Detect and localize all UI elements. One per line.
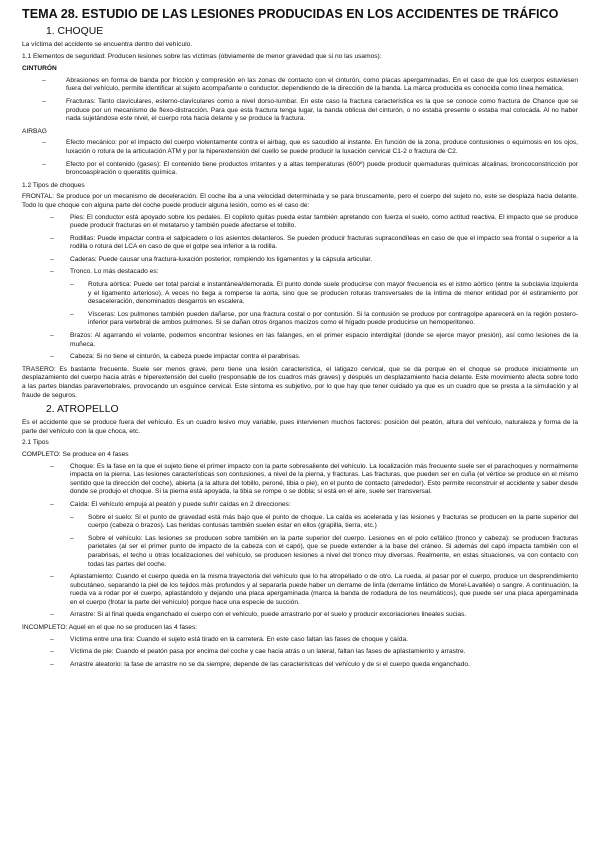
list-item: – Sobre el vehículo: Las lesiones se producen sobre también en la parte superior del cuerpo. Lesiones en el polo cefálico (tronco y cabeza): se producen fracturas parietales (al ser el primer punto de impacto de la cabeza con el capó), que se puede extender a la base del cráneo. Si además del capó impacta también con el parabrisas, el techo u otras localizaciones del vehículo, se producen lesiones a nivel del tronco muy diversas. Realmente, en estas situaciones, va con contacto con todas las partes del coche.: [70, 534, 578, 568]
list-item: – Víctima de pie: Cuando el peatón pasa por encima del coche y cae hacia atrás o un lateral, faltan las fases de aplastamiento y arrastre.: [50, 648, 466, 656]
paragraph-choque-intro: La víctima del accidente se encuentra dentro del vehículo.: [22, 41, 193, 48]
list-completo: [22, 463, 578, 510]
paragraph-frontal: FRONTAL: Se produce por un mecanismo de deceleración. El coche iba a una velocidad determinada y se para bruscamente, pero el cuerpo del sujeto no, este se desplaza hacia delante. Todo lo que choque con alguna parte del coche puede producir alguna lesión, como es el caso de:: [22, 193, 578, 209]
list-completo-continued: [22, 573, 578, 620]
list-item: – Caída: El vehículo empuja al peatón y puede sufrir caídas en 2 direcciones:: [50, 500, 291, 508]
list-item: – Sobre el suelo: Si el punto de gravedad está más bajo que el punto de choque. La caída es acelerada y las lesiones y fracturas se producen en la parte superior del cuerpo (cabeza o brazos). Las heridas contusas también suelen estar en ellos (grapilla, tierra, etc.): [70, 513, 578, 530]
label-cinturon: CINTURÓN: [22, 65, 57, 73]
list-caida: [22, 514, 578, 570]
list-item: – Pies: El conductor está apoyado sobre los pedales. El copiloto quitas pueda estar también apretando con fuerza el suelo, como actitud reactiva. El impacto que se produce puede producir fracturas en el metatarso y también puede afectarse el tobillo.: [50, 213, 578, 230]
list-item: – Tronco. Lo más destacado es:: [50, 268, 159, 276]
list-item: – Caderas: Puede causar una fractura-luxación posterior, rompiendo los ligamentos y la cápsula articular.: [50, 255, 373, 263]
list-item: – Fracturas: Tanto clavículares, esterno-clavículares como a nivel dorso-lumbar. En este caso la fractura característica es la que se conoce como fractura de Chance que se produce por un mecanismo de flexo-distracción. Para que esta fractura tenga lugar, la banda oblicua del cinturón, o no estaba presente o estaba mal colocada. Al no haber nada sujetándose este nivel, el cuerpo rota hacia delante y se produce la fractura.: [42, 97, 578, 123]
list-item: – Rodillas: Puede impactar contra el salpicadero o los asientos delanteros. Se pueden producir fracturas supracondíleas en caso de que el impacto sea frontal o superior a la rodilla o rotura del LCA en caso de que el golpe sea inferior a la rodilla.: [50, 234, 578, 251]
document-title: TEMA 28. ESTUDIO DE LAS LESIONES PRODUCIDAS EN LOS ACCIDENTES DE TRÁFICO: [22, 7, 559, 21]
paragraph-trasero: TRASERO: Es bastante frecuente. Suele ser menos grave, pero tiene una lesión característica, el latigazo cervical, que se da porque en el choque se produce inicialmente un desplazamiento del cuerpo hacia atrás e hiperextensión del cuello (responsable de los cuadros más graves) y después un desplazamiento hacia delante. Este movimiento afecta sobre todo a las partes blandas paravertebrales, provocando un esguince cervical. Este síntoma es subjetivo, por lo que hay que tener cuidado ya que es un cuadro que se presta a la simulación y al fraude de seguros.: [22, 365, 578, 399]
list-item: – Rotura aórtica: Puede ser total parcial e instantánea/demorada. El punto donde suele producirse con mayor frecuencia es el istmo aórtico (entre la subclavia izquierda y el ligamento arterioso). A veces no llega a romperse la aorta, sino que se producen roturas transversales de la íntima de menor entidad por el estiramiento por desaceleración, denominados desgarros en escalera.: [70, 281, 578, 306]
list-item: – Efecto mecánico: por el impacto del cuerpo violentamente contra el airbag, que es sacudido al instante. En función de la zona, produce contusiones o equimosis en los ojos, luxación o rotura de la articulación ATM y por la hiperextensión del cuello se puede producir la luxación cervical C1-2 o fractura de C2.: [42, 139, 578, 155]
list-item: – Arrastre aleatorio: la fase de arrastre no se da siempre, depende de las características del vehículo y de si el cuerpo queda enganchado.: [50, 660, 470, 668]
paragraph-incompleto: INCOMPLETO: Aquel en el que no se producen las 4 fases:: [22, 624, 198, 632]
subheading-elementos-seguridad: 1.1 Elementos de seguridad: Producen lesiones sobre las víctimas (obviamente de menor gravedad que si no las usamos):: [22, 52, 382, 60]
list-frontal: [22, 214, 578, 278]
document-page: [22, 0, 578, 669]
label-airbag: AIRBAG: [22, 127, 47, 135]
list-item: – Cabeza: Si no tiene el cinturón, la cabeza puede impactar contra el parabrisas.: [50, 353, 301, 361]
list-tronco: [22, 281, 578, 328]
list-item: – Aplastamiento: Cuando el cuerpo queda en la misma trayectoria del vehículo que lo ha atropellado o de otro. La rueda, al pasar por el cuerpo, produce un desprendimiento subcutáneo, separando la piel de los tejidos más profundos y al separarla puede haber un derrame de linfa (derrame linfático de Morel-Lavallée) o sangre. A continuación, la rueda va a rodar por el cuerpo, aplastándolo y dejando una placa apergaminada (marca la banda de rodadura de los neumáticos), que puede ser una placa apergaminada en el cuerpo (frotar la parte del vehículo) porque hace una especie de succión.: [50, 573, 578, 606]
list-item: – Arrastre: Si al final queda enganchado el cuerpo con el vehículo, puede arrastrarlo por el suelo y producir excoriaciones lineales sucias.: [50, 611, 467, 619]
list-item: – Abrasiones en forma de banda por fricción y compresión en las zonas de contacto con el cinturón, como placas apergaminadas. En el caso de que los cuerpos estuviesen fuera del vehículo, permite identificar al sujeto acompañante o conductor, dependiendo de la dirección de la banda. La marca producida es conocida como línea hematica.: [42, 76, 578, 93]
list-incompleto: [22, 636, 578, 670]
list-item: – Vísceras: Los pulmones también pueden dañarse, por una fractura costal o por contusión. Si la contusión se produce por contragolpe aparecerá en la región postero-inferior para vertebral de ambos pulmones. Si se dañan otros órganos macizos como el hígado puede producirse un hemoperitoneo.: [70, 310, 578, 327]
section-heading-atropello: 2. ATROPELLO: [46, 404, 119, 416]
paragraph-completo: COMPLETO: Se produce en 4 fases: [22, 450, 129, 458]
list-item: – Efecto por el contenido (gases): El contenido tiene productos irritantes y a altas temperaturas (600º) puede producir quemaduras químicas alcalinas, broncoconstricción por broncoaspiración o queratitis química.: [42, 160, 578, 177]
paragraph-atropello-intro: Es el accidente que se produce fuera del vehículo. Es un cuadro lesivo muy variable, pues intervienen muchos factores: posición del peatón, altura del vehículo, naturaleza y forma de la parte del vehículo con la que choca, etc.: [22, 419, 578, 435]
subheading-tipos-atropello: 2.1 Tipos: [22, 439, 49, 447]
list-item: – Brazos: Al agarrando el volante, podemos encontrar lesiones en las falanges, en el primer espacio interdigital (donde se ejerce mayor presión), así como lesiones de la muñeca.: [50, 332, 578, 348]
list-airbag: [22, 139, 578, 177]
list-item: – Choque: Es la fase en la que el sujeto tiene el primer impacto con la parte sobresaliente del vehículo. La localización más frecuente suele ser el parachoques y normalmente impacta en la pierna. Las lesiones características son contusiones, a nivel de la pierna, y fracturas. Las fracturas, que pueden ser en cuña (el vértice se produce en el mismo sentido que la dirección del coche), abierta (a la altura del tobillo, peroné, tibia o pie), en el punto de contacto (alrededor). Esto permite reconstruir el accidente y saber desde donde se produjo el choque. Si la pierna está apoyada, la tibia se rompe o se dobla; si está en el aire, suele ser transversal.: [50, 462, 578, 496]
list-item: – Víctima entre una tira: Cuando el sujeto está tirado en la carretera. En este caso faltan las fases de choque y caída.: [50, 635, 408, 643]
list-cinturon: [22, 77, 578, 124]
section-heading-choque: 1. CHOQUE: [46, 26, 104, 37]
subheading-tipos-choques: 1.2 Tipos de choques: [22, 181, 85, 189]
list-frontal-continued: [22, 332, 578, 362]
